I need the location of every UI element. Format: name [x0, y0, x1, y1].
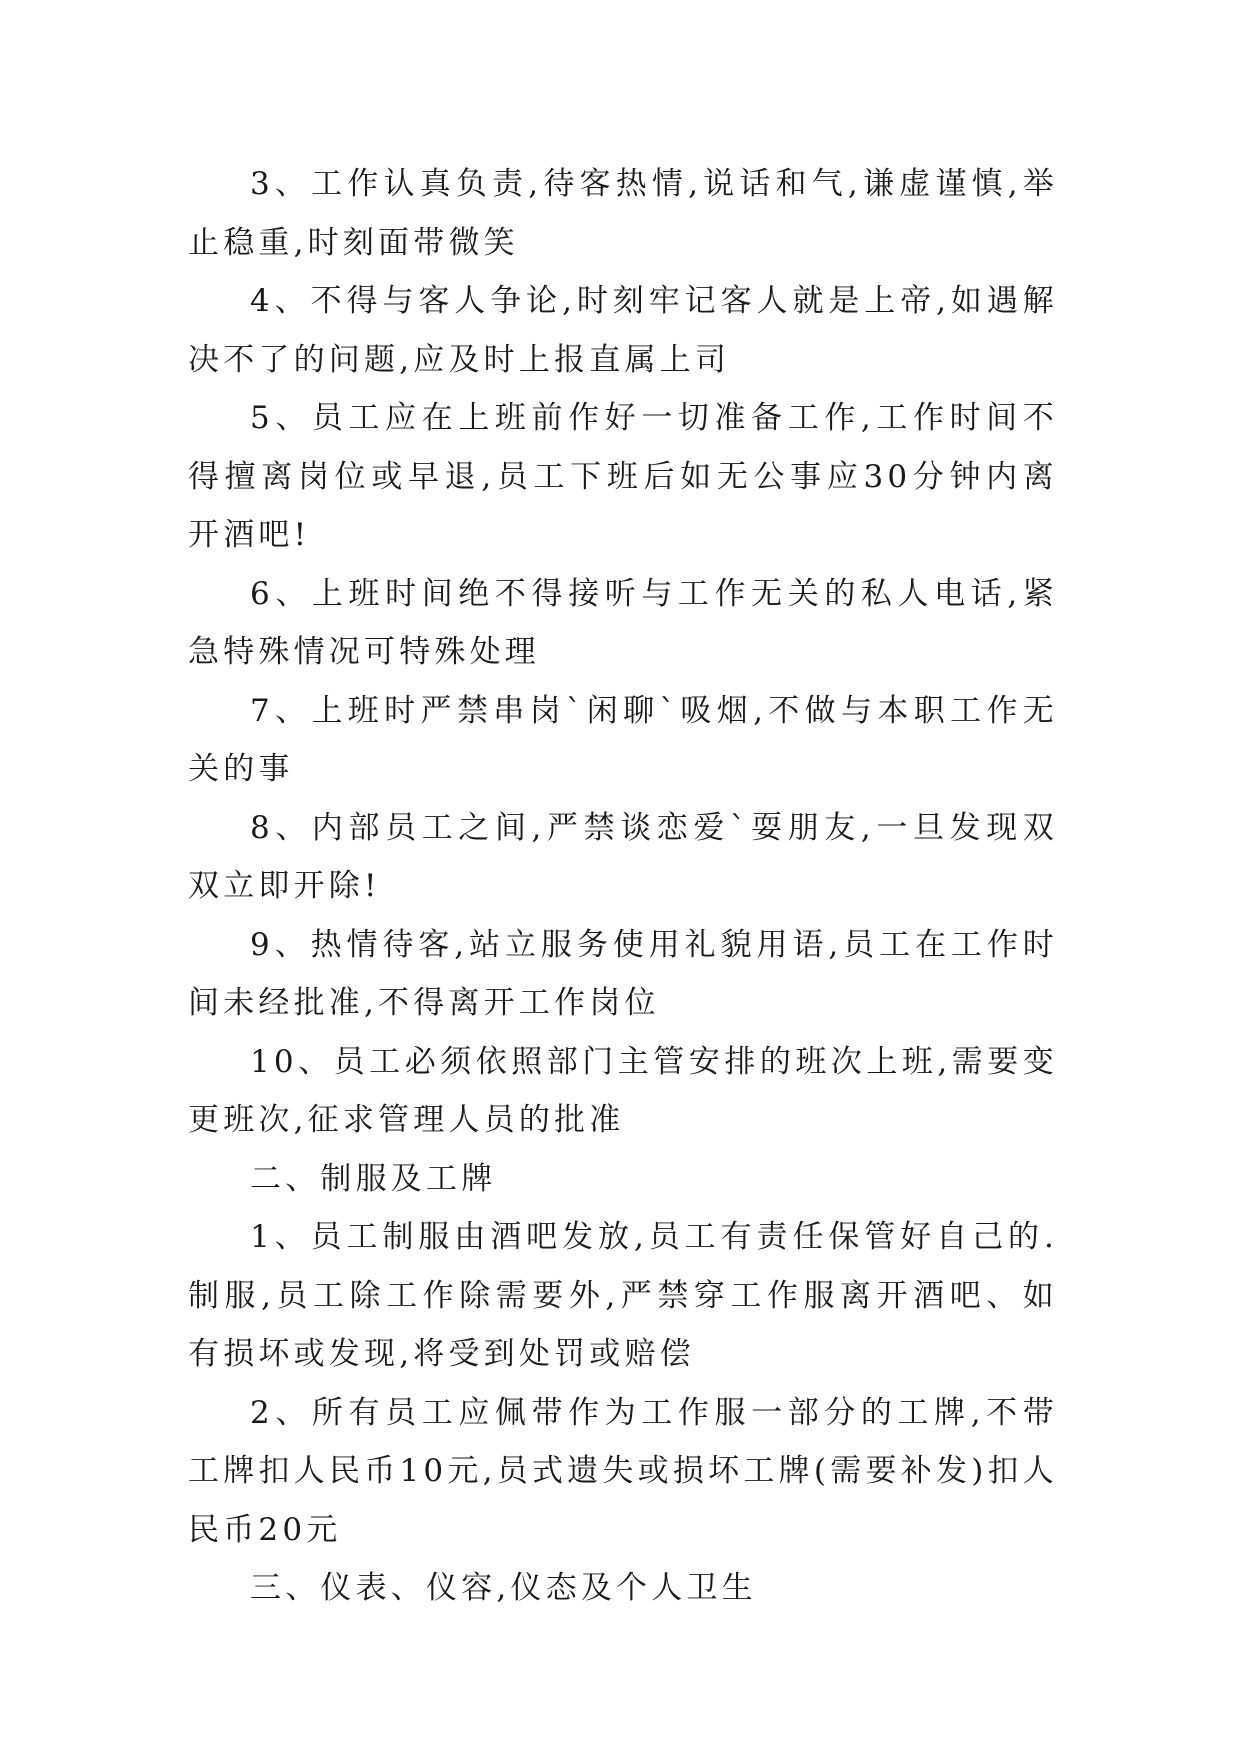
paragraph-rule-4: 4、不得与客人争论,时刻牢记客人就是上帝,如遇解决不了的问题,应及时上报直属上司 [188, 283, 1058, 378]
paragraph-rule-9: 9、热情待客,站立服务使用礼貌用语,员工在工作时间未经批准,不得离开工作岗位 [188, 926, 1058, 1021]
paragraph-uniform-1: 1、员工制服由酒吧发放,员工有责任保管好自己的.制服,员工除工作除需要外,严禁穿工作服离开酒吧、如有损坏或发现,将受到处罚或赔偿 [188, 1219, 1058, 1372]
section-heading-appearance: 三、仪表、仪容,仪态及个人卫生 [250, 1570, 757, 1606]
paragraph-uniform-2: 2、所有员工应佩带作为工作服一部分的工牌,不带工牌扣人民币10元,员式遗失或损坏工牌(需要补发)扣人民币20元 [188, 1394, 1058, 1548]
paragraph-rule-6: 6、上班时间绝不得接听与工作无关的私人电话,紧急特殊情况可特殊处理 [188, 575, 1058, 670]
paragraph-rule-7: 7、上班时严禁串岗`闲聊`吸烟,不做与本职工作无关的事 [188, 692, 1058, 787]
paragraph-rule-10: 10、员工必须依照部门主管安排的班次上班,需要变更班次,征求管理人员的批准 [188, 1043, 1058, 1138]
paragraph-rule-5: 5、员工应在上班前作好一切准备工作,工作时间不得擅离岗位或早退,员工下班后如无公事应30分钟内离开酒吧! [188, 400, 1058, 553]
paragraph-rule-8: 8、内部员工之间,严禁谈恋爱`耍朋友,一旦发现双双立即开除! [188, 809, 1058, 904]
paragraph-rule-3: 3、工作认真负责,待客热情,说话和气,谦虚谨慎,举止稳重,时刻面带微笑 [188, 166, 1058, 261]
section-heading-uniform: 二、制服及工牌 [250, 1160, 497, 1197]
document-body [188, 155, 1058, 1618]
